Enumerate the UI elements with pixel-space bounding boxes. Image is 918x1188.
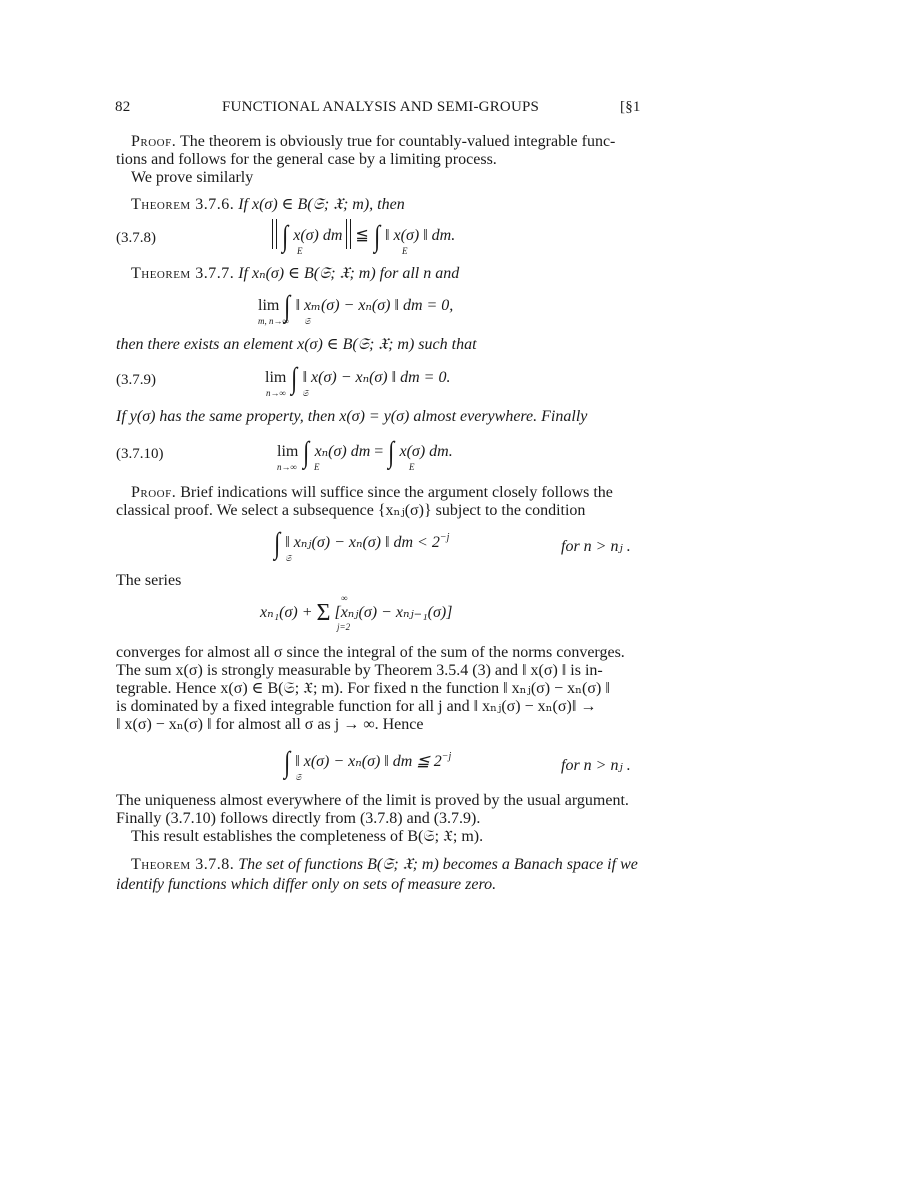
theorem-3-7-8 — [131, 856, 638, 874]
eq-relation: = — [374, 443, 384, 460]
eq-right: x(σ) dm. — [399, 443, 453, 460]
integral-sub-S: 𝔖 — [285, 553, 292, 563]
completeness-line: This result establishes the completeness of B(𝔖; 𝔛; m). — [131, 828, 484, 845]
integral-sign: ∫ — [274, 527, 281, 560]
sum-upper: ∞ — [341, 593, 348, 603]
section-mark: [§1 — [620, 99, 641, 115]
equation-3-7-9 — [265, 362, 450, 396]
integral-sub-S: 𝔖 — [295, 772, 302, 782]
equation-number-3-7-9: (3.7.9) — [116, 372, 156, 388]
theorem-statement: If xₙ(σ) ∈ B(𝔖; 𝔛; m) for all n and — [238, 265, 460, 282]
integral-sign: ∫ — [303, 436, 310, 469]
theorem-3-7-8-line-2: identify functions which differ only on sets of measure zero. — [116, 876, 497, 893]
proof-line-3: We prove similarly — [131, 169, 254, 186]
exponent: −j — [439, 532, 450, 543]
integral-sign: ∫ — [291, 362, 298, 395]
lim: lim — [265, 369, 287, 386]
lim: lim — [258, 297, 280, 314]
norm-bar-left — [272, 219, 277, 249]
integral-sub-E: E — [409, 462, 415, 472]
uniqueness-line-2: Finally (3.7.10) follows directly from (3.7.8) and (3.7.9). — [116, 810, 481, 827]
integral-sub-E: E — [297, 246, 303, 256]
equation-3-7-10 — [277, 436, 453, 470]
eq-body: ‖ x(σ) − xₙ(σ) ‖ dm ≦ 2 — [295, 753, 442, 770]
proof2-line-3: converges for almost all σ since the integral of the sum of the norms converges. — [116, 644, 625, 661]
equation-number-3-7-8: (3.7.8) — [116, 230, 156, 246]
eq-left: xₙ(σ) dm — [314, 443, 371, 460]
proof2-line-1 — [131, 484, 613, 502]
proof-lead: Proof. — [131, 133, 177, 150]
proof2-line-5: tegrable. Hence x(σ) ∈ B(𝔖; 𝔛; m). For fixed n the function ‖ xₙⱼ(σ) − xₙ(σ) ‖ — [116, 680, 610, 697]
lim: lim — [277, 443, 299, 460]
condition: for n > nⱼ . — [561, 757, 631, 774]
uniqueness-line-1: The uniqueness almost everywhere of the limit is proved by the usual argument. — [116, 792, 629, 809]
proof2-line-4: The sum x(σ) is strongly measurable by Theorem 3.5.4 (3) and ‖ x(σ) ‖ is in- — [116, 662, 603, 679]
same-property-line: If y(σ) has the same property, then x(σ) = y(σ) almost everywhere. Finally — [116, 408, 588, 425]
theorem-statement: The set of functions B(𝔖; 𝔛; m) becomes a Banach space if we — [238, 856, 638, 873]
then-line: then there exists an element x(σ) ∈ B(𝔖; 𝔛; m) such that — [116, 336, 477, 353]
integral-sub-E: E — [402, 246, 408, 256]
theorem-3-7-6 — [131, 196, 405, 214]
proof-text-a: The theorem is obviously true for countably-valued integrable func- — [176, 133, 616, 150]
integral-sign: ∫ — [373, 220, 381, 253]
exponent: −j — [441, 751, 452, 762]
theorem-statement: If x(σ) ∈ B(𝔖; 𝔛; m), then — [238, 196, 405, 213]
sum-sign: Σ — [316, 600, 331, 626]
integral-sub-S: 𝔖 — [304, 316, 311, 326]
eq-body: ‖ xₘ(σ) − xₙ(σ) ‖ dm = 0, — [295, 297, 454, 314]
series-expression — [260, 600, 452, 627]
running-title: FUNCTIONAL ANALYSIS AND SEMI-GROUPS — [222, 99, 540, 115]
lim-subscript: n→∞ — [277, 462, 297, 472]
integral-sub-S: 𝔖 — [302, 388, 309, 398]
series-first-term: xₙ₁(σ) + — [260, 604, 313, 621]
integral-sign: ∫ — [284, 290, 291, 323]
integral-sign: ∫ — [284, 746, 291, 779]
integral-sub-E: E — [314, 462, 320, 472]
theorem-3-7-7 — [131, 265, 459, 283]
theorem-lead: Theorem 3.7.8. — [131, 856, 235, 873]
lim-subscript: m, n→∞ — [258, 316, 289, 326]
eq-left: x(σ) dm — [293, 227, 343, 244]
page-number: 82 — [115, 99, 131, 115]
equation-number-3-7-10: (3.7.10) — [116, 446, 164, 462]
equation-estimate — [283, 746, 451, 780]
series-term: [xₙⱼ(σ) − xₙⱼ₋₁(σ)] — [334, 604, 453, 621]
proof2-line-6: is dominated by a fixed integrable function for all j and ‖ xₙⱼ(σ) − xₙ(σ)‖ → — [116, 698, 597, 715]
theorem-lead: Theorem 3.7.6. — [131, 196, 235, 213]
eq-relation: ≦ — [355, 227, 369, 244]
proof2-line-2: classical proof. We select a subsequence {xₙⱼ(σ)} subject to the condition — [116, 502, 586, 519]
equation-subsequence — [273, 527, 449, 561]
eq-body: ‖ xₙⱼ(σ) − xₙ(σ) ‖ dm < 2 — [285, 534, 440, 551]
condition: for n > nⱼ . — [561, 538, 631, 555]
series-label: The series — [116, 572, 182, 589]
eq-right: ‖ x(σ) ‖ dm. — [385, 227, 456, 244]
sum-lower: j=2 — [337, 622, 351, 632]
integral-sign: ∫ — [388, 436, 395, 469]
proof-line-2: tions and follows for the general case by a limiting process. — [116, 151, 497, 168]
theorem-lead: Theorem 3.7.7. — [131, 265, 235, 282]
norm-bar-right — [346, 219, 351, 249]
lim-subscript: n→∞ — [266, 388, 286, 398]
proof2-text-a: Brief indications will suffice since the argument closely follows the — [176, 484, 613, 501]
proof-line-1 — [131, 133, 615, 151]
eq-body: ‖ x(σ) − xₙ(σ) ‖ dm = 0. — [302, 369, 451, 386]
proof-lead: Proof. — [131, 484, 177, 501]
integral-sign: ∫ — [282, 220, 289, 253]
proof2-line-7: ‖ x(σ) − xₙ(σ) ‖ for almost all σ as j → ∞. Hence — [116, 716, 424, 733]
